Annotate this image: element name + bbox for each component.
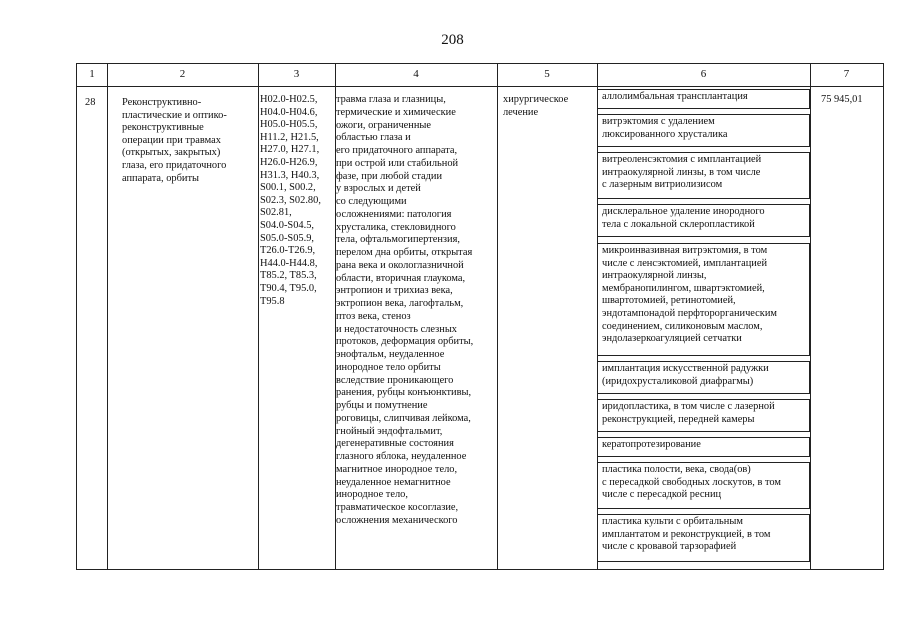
column-number-1: 1 — [89, 68, 95, 80]
column-divider — [810, 64, 811, 569]
method-item: микроинвазивная витрэктомия, в том числе с ленсэктомией, имплантацией интраокулярной линзы, мембранопилингом, швартэктомией, швартотомией, ретинотомией, эндотампонадой перфторорганическим соединением, силиконовым маслом, эндолазеркоагуляцией сетчатки — [597, 243, 810, 356]
icd-codes: H02.0-H02.5, H04.0-H04.6, H05.0-H05.5, H11.2, H21.5, H27.0, H27.1, H26.0-H26.9, H31.3, H40.3, S00.1, S00.2, S02.3, S02.80, S02.81, S04.0-S04.5, S05.0-S05.9, T26.0-T26.9, H44.0-H44.8, T85.2, T85.3, T90.4, T95.0, T95.8 — [260, 94, 321, 307]
column-number-2: 2 — [179, 68, 186, 80]
method-item: имплантация искусственной радужки (иридохрусталиковой диафрагмы) — [597, 361, 810, 394]
method-item: дисклеральное удаление инородного тела с локальной склеропластикой — [597, 204, 810, 237]
column-number-6: 6 — [700, 68, 707, 80]
method-item: пластика полости, века, свода(ов) с пересадкой свободных лоскутов, в том числе с пересадкой ресниц — [597, 462, 810, 509]
column-divider — [107, 64, 108, 569]
cost-divider — [810, 86, 883, 87]
services-table — [76, 63, 884, 570]
column-number-5: 5 — [544, 68, 550, 80]
method-item: аллолимбальная трансплантация — [597, 89, 810, 109]
column-number-7: 7 — [843, 68, 850, 80]
treatment-type: хирургическое лечение — [503, 94, 569, 118]
method-item: иридопластика, в том числе с лазерной реконструкцией, передней камеры — [597, 399, 810, 432]
column-divider — [258, 64, 259, 569]
method-item: витреоленсэктомия с имплантацией интраокулярной линзы, в том числе с лазерным витриолизисом — [597, 152, 810, 199]
method-item: витрэктомия с удалением люксированного хрусталика — [597, 114, 810, 147]
column-number-3: 3 — [293, 68, 300, 80]
procedure-group-name: Реконструктивно- пластические и оптико- реконструктивные операции при травмах (открытых, закрытых) глаза, его придаточного аппарата, орбиты — [122, 97, 227, 184]
header-divider — [77, 86, 883, 87]
method-item: пластика культи с орбитальным имплантатом и реконструкцией, в том числе с кровавой тарзорафией — [597, 514, 810, 562]
column-number-4: 4 — [413, 68, 419, 80]
patient-model: травма глаза и глазницы, термические и химические ожоги, ограниченные областью глаза и его придаточного аппарата, при острой или стабильной фазе, при любой стадии у взрослых и детей со следующими осложнениями: патология хрусталика, стекловидного тела, офтальмогипертензия, перелом дна орбиты, открытая рана века и окологлазничной области, вторичная глаукома, энтропион и трихиаз века, эктропион века, лагофтальм, птоз века, стеноз и недостаточность слезных протоков, деформация орбиты, энофтальм, неудаленное инородное тело орбиты вследствие проникающего ранения, рубцы конъюнктивы, рубцы и помутнение роговицы, слипчивая лейкома, гнойный эндофтальмит, дегенеративные состояния глазного яблока, неудаленное магнитное инородное тело, неудаленное немагнитное инородное тело, травматическое косоглазие, осложнения механического — [336, 94, 474, 526]
row-number: 28 — [85, 97, 96, 108]
page-number: 208 — [441, 32, 464, 48]
method-item: кератопротезирование — [597, 437, 810, 457]
cost-value: 75 945,01 — [821, 94, 863, 105]
